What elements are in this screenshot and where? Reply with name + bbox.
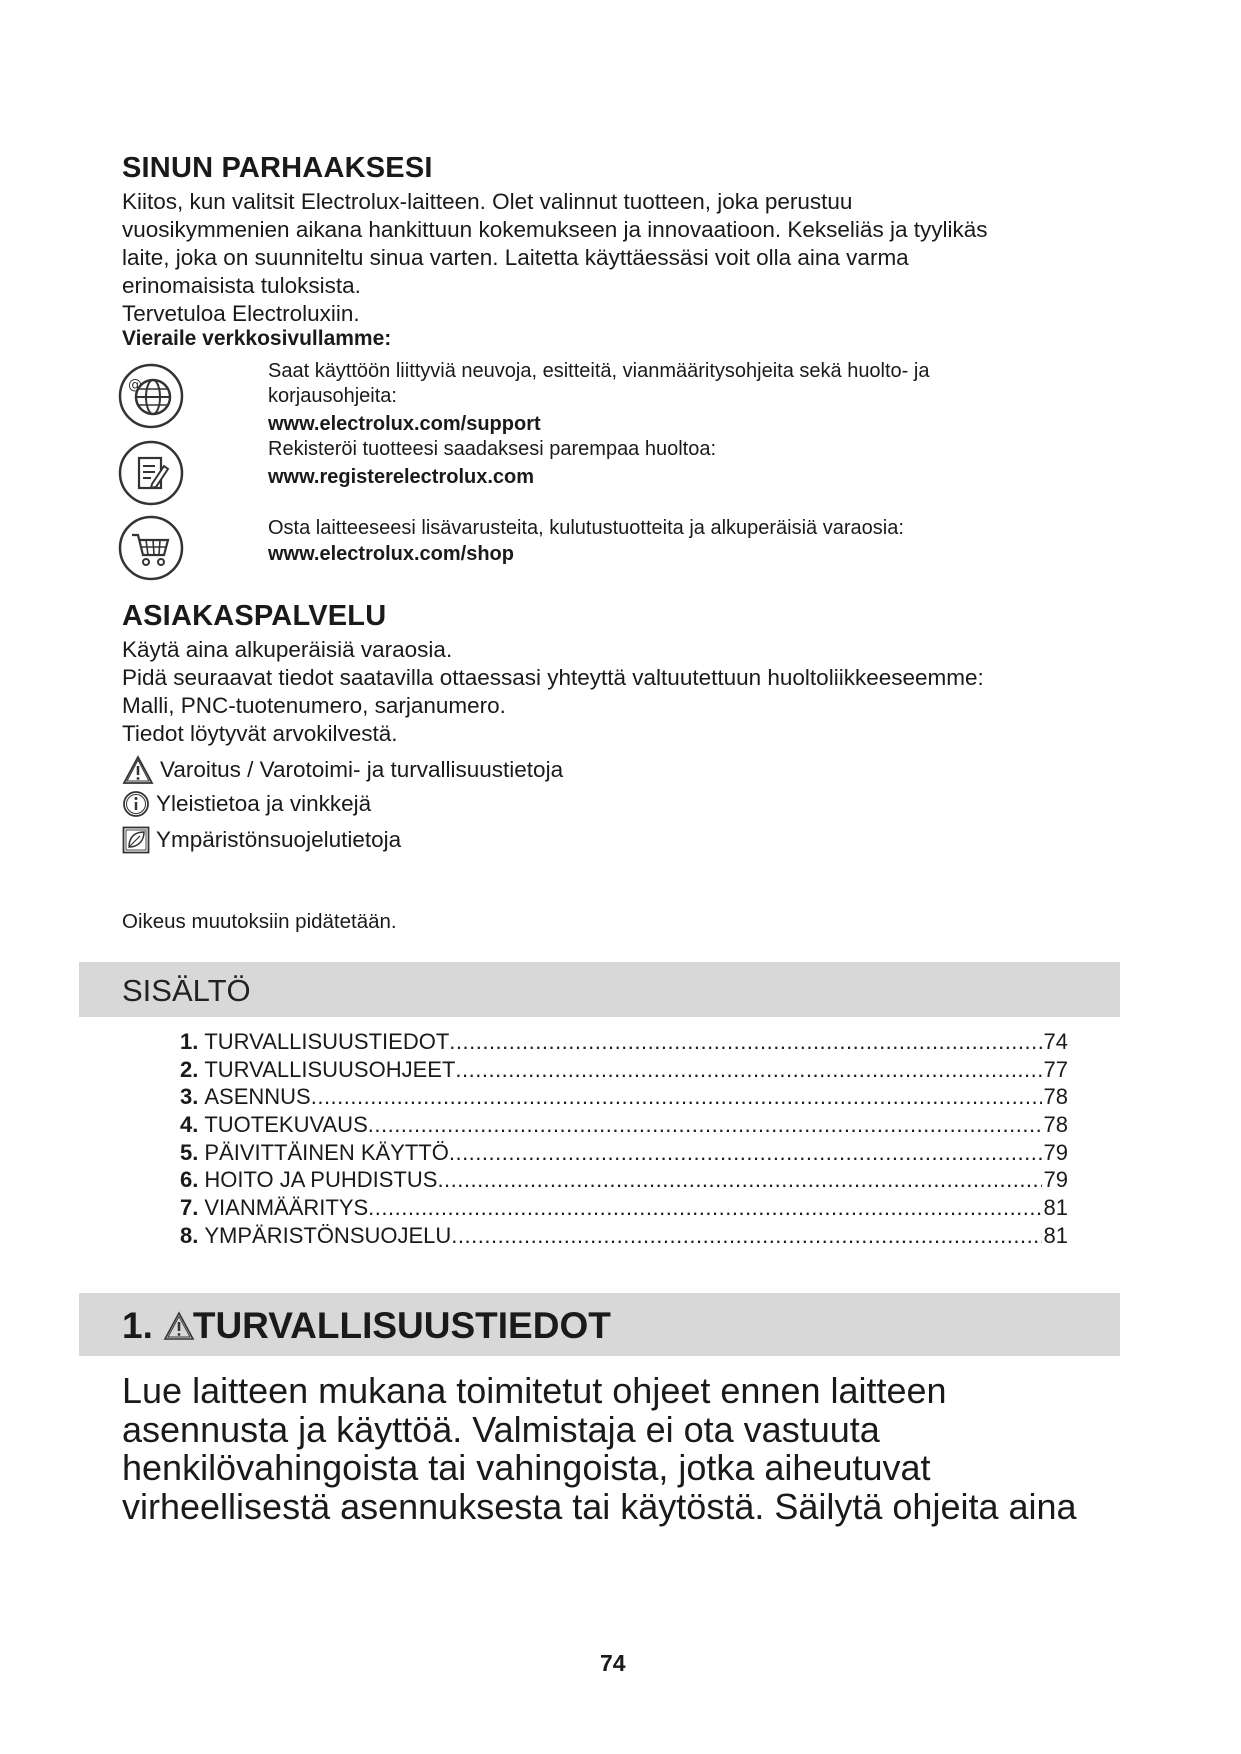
link-register-text: Rekisteröi tuotteesi saadaksesi parempaa huoltoa: <box>268 438 717 460</box>
toc-header-bar <box>79 962 1120 1017</box>
disclaimer: Oikeus muutoksiin pidätetään. <box>122 910 397 933</box>
legend-environment: Ympäristönsuojelutietoja <box>122 826 401 854</box>
warning-icon <box>163 1311 195 1341</box>
toc-item[interactable]: 5. PÄIVITTÄINEN KÄYTTÖ ..... 79 <box>180 1140 1068 1168</box>
intro-paragraph: Kiitos, kun valitsit Electrolux-laitteen. Olet valinnut tuotteen, joka perustuu vuosikymmenien aikana hankittuun kokemukseen ja innovaatioon. Kekseliäs ja tyylikäs laite, joka on suunniteltu sinua varten. Laitetta käyttäessäsi voit olla aina varma erinomaisista tuloksista. Tervetuloa Electroluxiin. <box>122 189 988 326</box>
toc-item[interactable]: 6. HOITO JA PUHDISTUS ..... 79 <box>180 1167 1068 1195</box>
section1-paragraph: Lue laitteen mukana toimitetut ohjeet ennen laitteen asennusta ja käyttöä. Valmistaja ei ota vastuuta henkilövahingoista tai vahingoista, jotka aiheutuvat virheellisestä asennuksesta tai käytöstä. Säilytä ohjeita aina <box>122 1370 1077 1527</box>
cart-icon <box>118 515 184 581</box>
support-link[interactable]: www.electrolux.com/support <box>268 413 541 435</box>
intro-heading: SINUN PARHAAKSESI <box>122 152 433 184</box>
toc-item[interactable]: 1. TURVALLISUUSTIEDOT ..... 74 <box>180 1029 1068 1057</box>
toc-item[interactable]: 2. TURVALLISUUSOHJEET ..... 77 <box>180 1057 1068 1085</box>
legend-warning: Varoitus / Varotoimi- ja turvallisuustietoja <box>122 755 563 785</box>
page-number: 74 <box>600 1650 626 1676</box>
warning-icon <box>122 755 154 785</box>
register-link[interactable]: www.registerelectrolux.com <box>268 466 535 488</box>
table-of-contents <box>180 1029 1068 1251</box>
toc-item[interactable]: 8. YMPÄRISTÖNSUOJELU ..... 81 <box>180 1223 1068 1251</box>
section1-heading: 1. TURVALLISUUSTIEDOT <box>122 1305 611 1346</box>
legend-info: Yleistietoa ja vinkkejä <box>122 790 371 818</box>
link-support-text: Saat käyttöön liittyviä neuvoja, esitteitä, vianmääritysohjeita sekä huolto- ja korjausohjeita: <box>268 360 930 407</box>
shop-link[interactable]: www.electrolux.com/shop <box>268 543 514 565</box>
toc-item[interactable]: 4. TUOTEKUVAUS ..... 78 <box>180 1112 1068 1140</box>
link-shop-text: Osta laitteeseesi lisävarusteita, kulutustuotteita ja alkuperäisiä varaosia: <box>268 517 904 539</box>
svg-text:@: @ <box>128 377 142 393</box>
leaf-icon <box>122 826 150 854</box>
toc-item[interactable]: 3. ASENNUS ..... 78 <box>180 1084 1068 1112</box>
toc-item[interactable]: 7. VIANMÄÄRITYS ..... 81 <box>180 1195 1068 1223</box>
globe-icon <box>118 363 184 429</box>
toc-heading: SISÄLTÖ <box>122 973 251 1008</box>
service-paragraph: Käytä aina alkuperäisiä varaosia. Pidä seuraavat tiedot saatavilla ottaessasi yhteyttä valtuutettuun huoltoliikkeeseemme: Malli, PNC-tuotenumero, sarjanumero. Tiedot löytyvät arvokilvestä. <box>122 637 984 746</box>
register-icon <box>118 440 184 506</box>
service-heading: ASIAKASPALVELU <box>122 600 387 632</box>
info-icon <box>122 790 150 818</box>
section1-header-bar <box>79 1293 1120 1356</box>
visit-label: Vieraile verkkosivullamme: <box>122 327 392 350</box>
